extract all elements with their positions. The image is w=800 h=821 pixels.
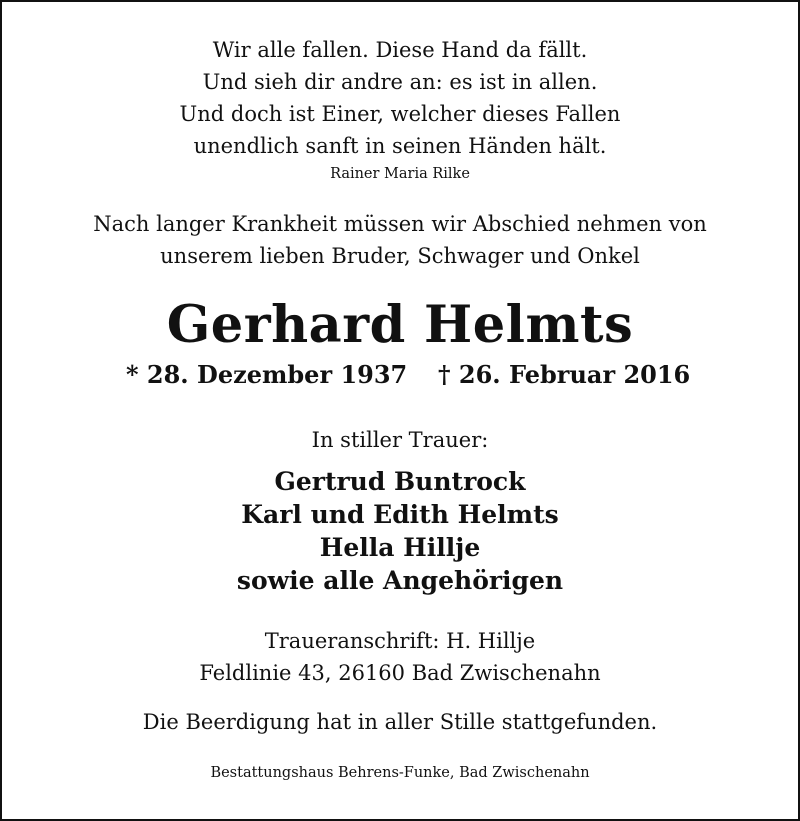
poem-line: Wir alle fallen. Diese Hand da fällt. — [212, 38, 588, 62]
intro-line: unserem lieben Bruder, Schwager und Onkel — [160, 244, 640, 268]
mourning-address — [0, 625, 800, 689]
address-line: Feldlinie 43, 26160 Bad Zwischenahn — [199, 661, 601, 685]
poem-line: Und doch ist Einer, welcher dieses Fallen — [179, 102, 621, 126]
birth-date: * 28. Dezember 1937 — [126, 360, 408, 389]
mourning-heading: In stiller Trauer: — [311, 428, 489, 452]
poem-line: unendlich sanft in seinen Händen hält. — [193, 134, 607, 158]
mourner-name: Gertrud Buntrock — [274, 467, 526, 496]
life-dates — [0, 358, 800, 392]
intro-line: Nach langer Krankheit müssen wir Abschied nehmen von — [93, 212, 707, 236]
intro-text — [0, 208, 800, 272]
funeral-note: Die Beerdigung hat in aller Stille stattgefunden. — [142, 710, 658, 734]
poem-author: Rainer Maria Rilke — [330, 166, 470, 182]
poem — [0, 34, 800, 162]
death-date: † 26. Februar 2016 — [438, 360, 691, 389]
mourner-name: Karl und Edith Helmts — [241, 500, 559, 529]
address-line: Traueranschrift: H. Hillje — [264, 629, 536, 653]
deceased-name: Gerhard Helmts — [166, 295, 634, 355]
mourners-list — [0, 465, 800, 597]
mourner-name: sowie alle Angehörigen — [236, 566, 564, 595]
undertaker-name: Bestattungshaus Behrens-Funke, Bad Zwischenahn — [210, 765, 590, 781]
poem-line: Und sieh dir andre an: es ist in allen. — [202, 70, 598, 94]
mourner-name: Hella Hillje — [319, 533, 481, 562]
